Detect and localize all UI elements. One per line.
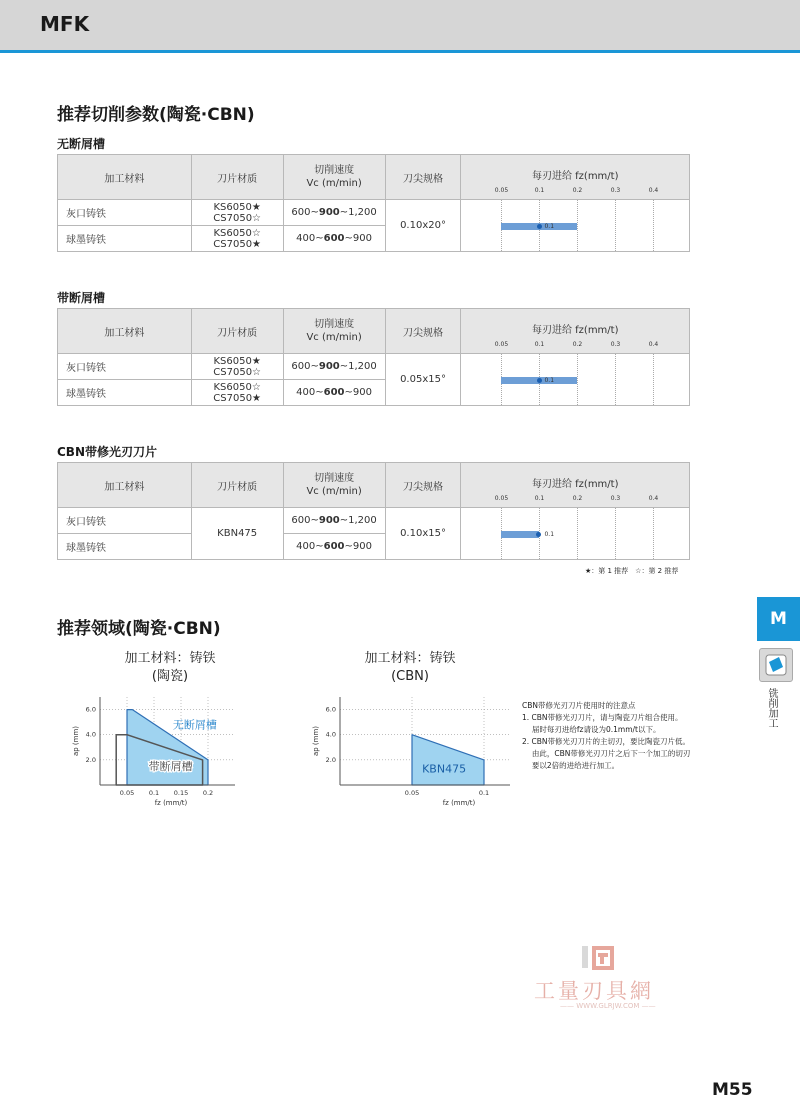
watermark-url: —— WWW.GLRJW.COM —— bbox=[560, 1002, 656, 1010]
fz-tick: 0.2 bbox=[572, 495, 583, 502]
header-vc: 切削速度 Vc (m/min) bbox=[283, 155, 385, 200]
header-fz: 每刃进给 fz(mm/t) 0.05 0.1 0.2 0.3 0.4 bbox=[461, 463, 690, 508]
x-tick-label: 0.15 bbox=[173, 789, 189, 797]
fz-recommended-label: 0.1 bbox=[544, 223, 555, 230]
y-tick-label: 2.0 bbox=[85, 755, 96, 764]
material-cell: 灰口铸铁 bbox=[58, 200, 192, 226]
cbn-area-chart bbox=[310, 690, 510, 820]
y-tick-label: 2.0 bbox=[325, 755, 336, 764]
fz-tick: 0.05 bbox=[494, 495, 509, 502]
cutting-params-table bbox=[57, 308, 690, 406]
vc-cell: 400~600~900 bbox=[283, 380, 385, 406]
grade-cell: KS6050☆ CS7050★ bbox=[191, 226, 283, 252]
fz-range-cell bbox=[461, 354, 690, 406]
header-material: 加工材料 bbox=[58, 309, 192, 354]
fz-tick: 0.1 bbox=[534, 495, 545, 502]
watermark-logo-icon bbox=[578, 943, 626, 977]
header-vc: 切削速度 Vc (m/min) bbox=[283, 463, 385, 508]
section-title-cutting-params: 推荐切削参数(陶瓷·CBN) bbox=[57, 105, 255, 125]
header-fz: 每刃进给 fz(mm/t) 0.05 0.1 0.2 0.3 0.4 bbox=[461, 155, 690, 200]
fz-tick: 0.1 bbox=[534, 341, 545, 348]
header-bar bbox=[0, 0, 800, 50]
area-primary bbox=[412, 735, 484, 785]
material-cell: 灰口铸铁 bbox=[58, 354, 192, 380]
fz-tick: 0.2 bbox=[572, 187, 583, 194]
side-tab-letter[interactable]: M bbox=[757, 597, 800, 641]
header-tip: 刀尖规格 bbox=[385, 155, 461, 200]
header-tip: 刀尖规格 bbox=[385, 309, 461, 354]
tip-cell: 0.10x20° bbox=[385, 200, 461, 252]
notes-line: 1. CBN带修光刃刀片，请与陶瓷刀片组合使用。 bbox=[522, 713, 683, 722]
table-title: 带断屑槽 bbox=[57, 291, 106, 305]
chart-title: 加工材料：铸铁 (CBN) bbox=[364, 651, 456, 684]
fz-recommended-label: 0.1 bbox=[544, 531, 555, 538]
page-header-title: MFK bbox=[40, 12, 90, 36]
y-tick-label: 6.0 bbox=[325, 705, 336, 714]
header-grade: 刀片材质 bbox=[191, 463, 283, 508]
notes-title: CBN带修光刃刀片使用时的注意点 bbox=[522, 701, 636, 710]
fz-range-cell bbox=[461, 200, 690, 252]
vc-cell: 400~600~900 bbox=[283, 534, 385, 560]
grade-cell: KS6050★ CS7050☆ bbox=[191, 354, 283, 380]
fz-tick: 0.4 bbox=[648, 187, 659, 194]
fz-range-cell bbox=[461, 508, 690, 560]
grade-cell: KBN475 bbox=[191, 508, 283, 560]
vc-cell: 400~600~900 bbox=[283, 226, 385, 252]
fz-tick: 0.4 bbox=[648, 495, 659, 502]
chart-areas bbox=[412, 735, 484, 785]
notes-line: 要以2倍的进给进行加工。 bbox=[522, 761, 620, 770]
series-label-kbn475: KBN475 bbox=[422, 762, 467, 776]
x-axis-label: fz (mm/t) bbox=[154, 799, 188, 807]
notes-line: 由此，CBN带修光刃刀片之后下一个加工的切刃 bbox=[522, 749, 691, 758]
fz-tick: 0.3 bbox=[610, 341, 621, 348]
cutting-params-table bbox=[57, 154, 690, 252]
fz-tick: 0.3 bbox=[610, 187, 621, 194]
recommendation-legend: ★：第 1 推荐 ☆：第 2 推荐 bbox=[585, 567, 679, 575]
table-title: CBN带修光刃刀片 bbox=[57, 445, 157, 459]
milling-icon bbox=[759, 648, 793, 682]
x-tick-label: 0.05 bbox=[119, 789, 135, 797]
tip-cell: 0.05x15° bbox=[385, 354, 461, 406]
notes-line: 届时每刃进给fz请设为0.1mm/t以下。 bbox=[522, 725, 661, 734]
fz-range-bar bbox=[501, 531, 539, 538]
header-material: 加工材料 bbox=[58, 463, 192, 508]
y-axis-label: ap (mm) bbox=[312, 725, 320, 757]
grade-cell: KS6050★ CS7050☆ bbox=[191, 200, 283, 226]
fz-tick: 0.4 bbox=[648, 341, 659, 348]
chart-title: 加工材料：铸铁 (陶瓷) bbox=[124, 651, 216, 684]
header-fz: 每刃进给 fz(mm/t) 0.05 0.1 0.2 0.3 0.4 bbox=[461, 309, 690, 354]
material-cell: 灰口铸铁 bbox=[58, 508, 192, 534]
page-number: M55 bbox=[712, 1080, 753, 1100]
y-axis-label: ap (mm) bbox=[72, 725, 80, 757]
material-cell: 球墨铸铁 bbox=[58, 534, 192, 560]
series-label-no-chipbreaker: 无断屑槽 bbox=[172, 718, 217, 732]
header-grade: 刀片材质 bbox=[191, 155, 283, 200]
y-tick-label: 6.0 bbox=[85, 705, 96, 714]
x-tick-label: 0.05 bbox=[404, 789, 420, 797]
vc-cell: 600~900~1,200 bbox=[283, 354, 385, 380]
x-tick-label: 0.2 bbox=[202, 789, 214, 797]
fz-tick: 0.3 bbox=[610, 495, 621, 502]
x-tick-label: 0.1 bbox=[148, 789, 160, 797]
series-label-with-chipbreaker: 带断屑槽 bbox=[148, 759, 193, 773]
cbn-usage-notes bbox=[522, 700, 690, 772]
vc-cell: 600~900~1,200 bbox=[283, 508, 385, 534]
ceramic-area-chart bbox=[70, 690, 270, 820]
section-title-recommended-area: 推荐领域(陶瓷·CBN) bbox=[57, 619, 221, 639]
material-cell: 球墨铸铁 bbox=[58, 380, 192, 406]
header-vc: 切削速度 Vc (m/min) bbox=[283, 309, 385, 354]
tip-cell: 0.10x15° bbox=[385, 508, 461, 560]
fz-recommended-dot bbox=[536, 532, 541, 537]
material-cell: 球墨铸铁 bbox=[58, 226, 192, 252]
fz-tick: 0.05 bbox=[494, 187, 509, 194]
cutting-params-table bbox=[57, 462, 690, 560]
header-material: 加工材料 bbox=[58, 155, 192, 200]
fz-tick: 0.2 bbox=[572, 341, 583, 348]
fz-recommended-label: 0.1 bbox=[544, 377, 555, 384]
side-tab-label: 铣削加工 bbox=[766, 688, 777, 728]
fz-tick: 0.1 bbox=[534, 187, 545, 194]
header-grade: 刀片材质 bbox=[191, 309, 283, 354]
watermark-text: 工量刃具網 bbox=[534, 979, 654, 1003]
y-tick-label: 4.0 bbox=[325, 730, 336, 739]
fz-tick: 0.05 bbox=[494, 341, 509, 348]
x-axis-label: fz (mm/t) bbox=[442, 799, 476, 807]
y-tick-label: 4.0 bbox=[85, 730, 96, 739]
notes-line: 2. CBN带修光刃刀片的主切刃，要比陶瓷刀片低。 bbox=[522, 737, 691, 746]
vc-cell: 600~900~1,200 bbox=[283, 200, 385, 226]
x-tick-label: 0.1 bbox=[478, 789, 490, 797]
header-tip: 刀尖规格 bbox=[385, 463, 461, 508]
header-accent-line bbox=[0, 50, 800, 53]
table-title: 无断屑槽 bbox=[57, 137, 106, 151]
grade-cell: KS6050☆ CS7050★ bbox=[191, 380, 283, 406]
